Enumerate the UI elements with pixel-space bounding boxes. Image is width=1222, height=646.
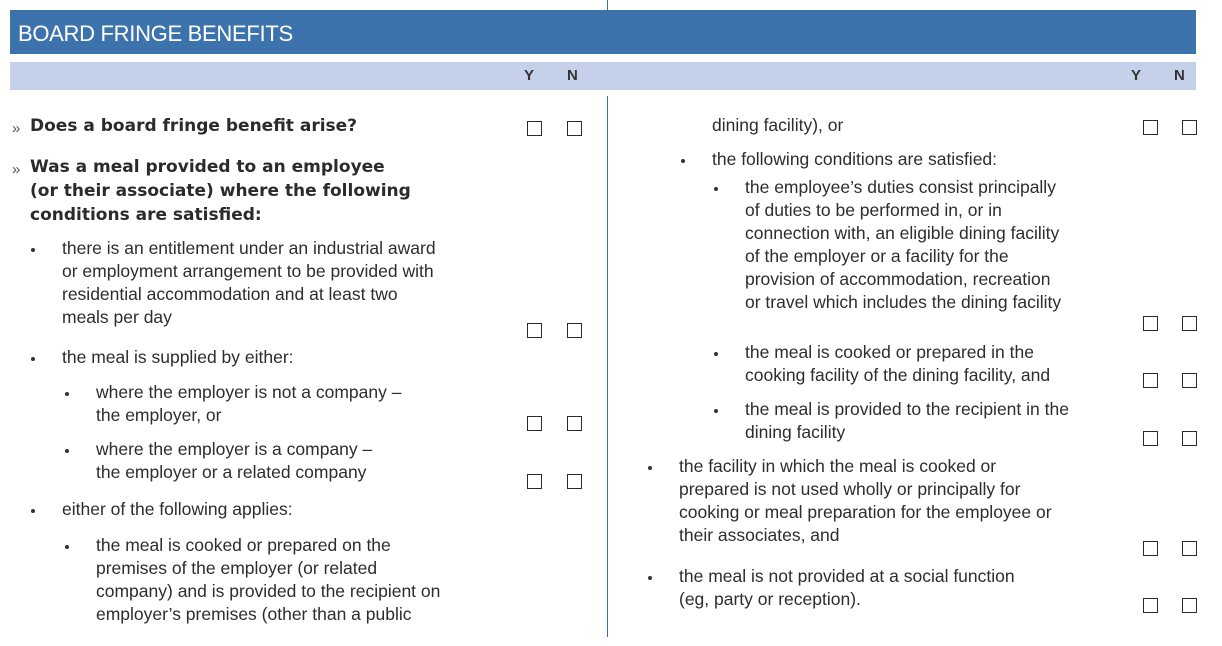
- right-yes-header: Y: [1131, 67, 1142, 84]
- text-line: (eg, party or reception).: [679, 589, 861, 609]
- text-line: meals per day: [62, 307, 172, 327]
- section-title: BOARD FRINGE BENEFITS: [18, 21, 293, 46]
- text-line: company) and is provided to the recipient on: [96, 581, 441, 601]
- checkbox-yes[interactable]: [1143, 541, 1158, 556]
- text-line: of duties to be performed in, or in: [745, 200, 1002, 220]
- checkbox-no[interactable]: [1182, 431, 1197, 446]
- text-line: dining facility: [745, 422, 846, 442]
- bullet-icon: [31, 248, 35, 252]
- checkbox-yes[interactable]: [527, 416, 542, 431]
- text-line: the meal is cooked or prepared in the: [745, 342, 1034, 362]
- right-no-header: N: [1174, 67, 1185, 84]
- checkbox-yes[interactable]: [527, 323, 542, 338]
- checkbox-no[interactable]: [1182, 541, 1197, 556]
- checkbox-yes[interactable]: [1143, 373, 1158, 388]
- left-no-header: N: [567, 67, 578, 84]
- column-divider: [607, 96, 608, 637]
- bullet-icon: [714, 352, 718, 356]
- text-line: or employment arrangement to be provided with: [62, 261, 434, 281]
- text-line: either of the following applies:: [62, 499, 293, 519]
- text-line: the employer or a related company: [96, 462, 367, 482]
- checkbox-yes[interactable]: [1143, 598, 1158, 613]
- text-line: the meal is provided to the recipient in the: [745, 399, 1069, 419]
- bullet-icon: [65, 449, 69, 453]
- chevron-icon: »: [12, 120, 21, 137]
- bullet-icon: [648, 466, 652, 470]
- text-line: the meal is not provided at a social function: [679, 566, 1015, 586]
- text-line: provision of accommodation, recreation: [745, 269, 1051, 289]
- checkbox-no[interactable]: [1182, 120, 1197, 135]
- text-line: the meal is cooked or prepared on the: [96, 535, 391, 555]
- text-line: employer’s premises (other than a public: [96, 604, 412, 624]
- bullet-icon: [31, 357, 35, 361]
- question-meal-line-1: Was a meal provided to an employee: [30, 157, 385, 177]
- checkbox-yes[interactable]: [1143, 316, 1158, 331]
- text-line: cooking or meal preparation for the employee or: [679, 502, 1052, 522]
- checkbox-yes[interactable]: [1143, 120, 1158, 135]
- text-line: residential accommodation and at least two: [62, 284, 398, 304]
- text-line: connection with, an eligible dining facility: [745, 223, 1060, 243]
- bullet-icon: [31, 509, 35, 513]
- checkbox-no[interactable]: [567, 416, 582, 431]
- text-line: the following conditions are satisfied:: [712, 149, 998, 169]
- checkbox-no[interactable]: [1182, 598, 1197, 613]
- chevron-icon: »: [12, 161, 21, 178]
- bullet-icon: [714, 409, 718, 413]
- text-line: where the employer is not a company –: [96, 382, 402, 402]
- bullet-icon: [65, 545, 69, 549]
- text-line: the employer, or: [96, 405, 222, 425]
- checkbox-no[interactable]: [567, 323, 582, 338]
- checkbox-yes[interactable]: [1143, 431, 1158, 446]
- question-board-fringe: Does a board fringe benefit arise?: [30, 116, 358, 136]
- text-line: cooking facility of the dining facility, and: [745, 365, 1051, 385]
- bullet-icon: [648, 576, 652, 580]
- text-line: the facility in which the meal is cooked or: [679, 456, 997, 476]
- checkbox-yes[interactable]: [527, 474, 542, 489]
- bullet-icon: [681, 159, 685, 163]
- text-line: or travel which includes the dining facility: [745, 292, 1062, 312]
- bullet-icon: [65, 392, 69, 396]
- column-header-bar: [10, 62, 1196, 90]
- text-line: the employee’s duties consist principally: [745, 177, 1056, 197]
- text-line: the meal is supplied by either:: [62, 347, 294, 367]
- left-yes-header: Y: [524, 67, 535, 84]
- text-line: there is an entitlement under an industrial award: [62, 238, 436, 258]
- question-meal-line-2: (or their associate) where the following: [30, 181, 411, 201]
- text-line: prepared is not used wholly or principally for: [679, 479, 1021, 499]
- question-meal-line-3: conditions are satisfied:: [30, 205, 262, 225]
- text-line: of the employer or a facility for the: [745, 246, 1009, 266]
- checkbox-no[interactable]: [567, 474, 582, 489]
- bullet-icon: [714, 187, 718, 191]
- text-line: premises of the employer (or related: [96, 558, 378, 578]
- text-line: where the employer is a company –: [96, 439, 373, 459]
- column-divider-top: [607, 0, 608, 10]
- text-line: their associates, and: [679, 525, 840, 545]
- checkbox-no[interactable]: [567, 121, 582, 136]
- text-line: dining facility), or: [712, 115, 844, 135]
- checkbox-yes[interactable]: [527, 121, 542, 136]
- checkbox-no[interactable]: [1182, 316, 1197, 331]
- checkbox-no[interactable]: [1182, 373, 1197, 388]
